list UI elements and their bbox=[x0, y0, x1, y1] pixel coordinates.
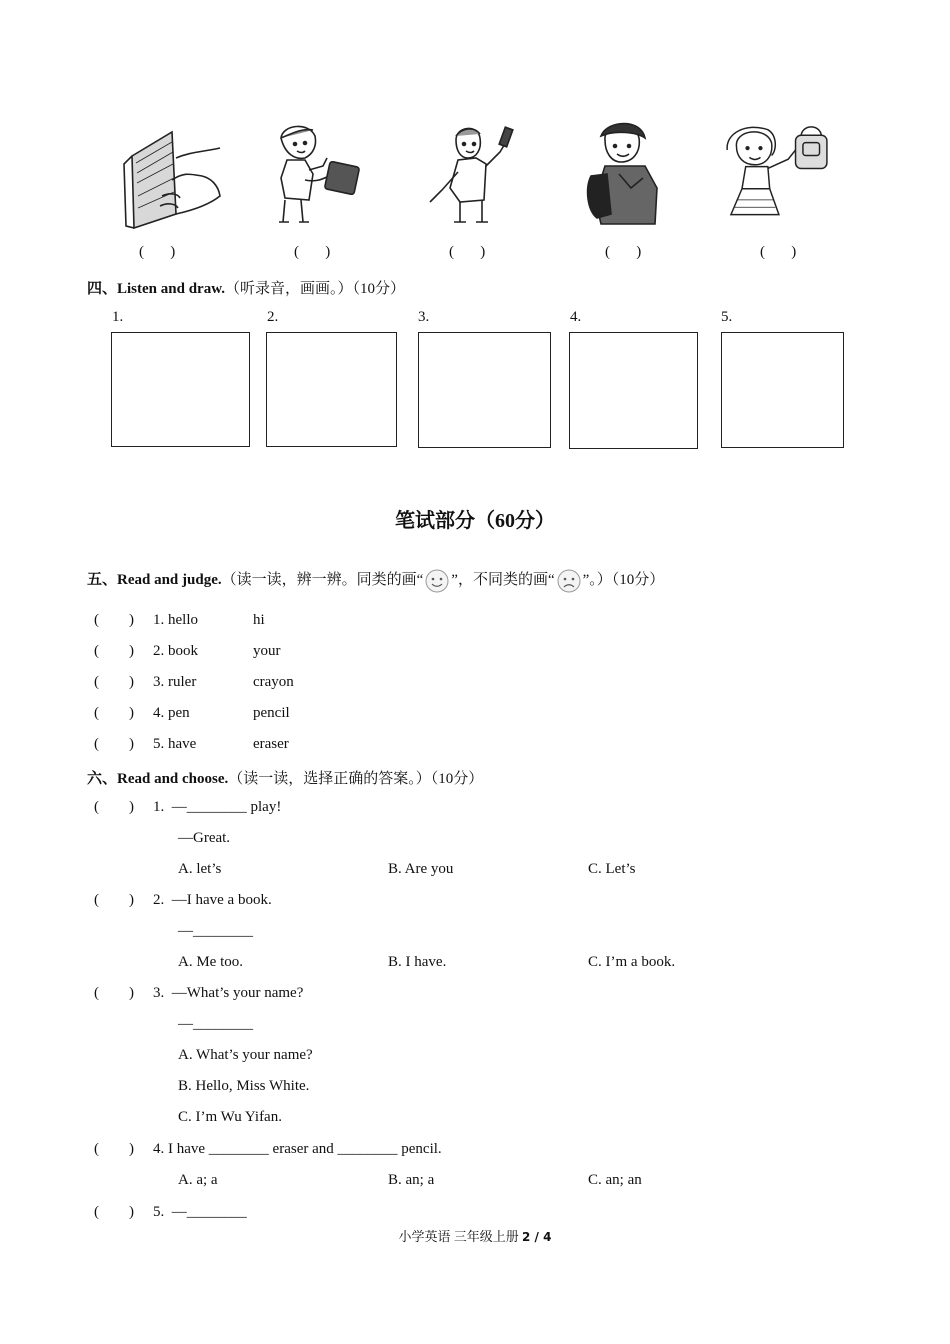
draw-box-4[interactable] bbox=[569, 332, 698, 449]
question-1-option-c: C. Let’s bbox=[588, 861, 636, 877]
draw-box-3[interactable] bbox=[418, 332, 551, 448]
judge-word-1b: hi bbox=[253, 612, 265, 628]
page-number: 2 / 4 bbox=[522, 1230, 552, 1244]
section-4-heading bbox=[87, 277, 405, 298]
judge-word-5b: eraser bbox=[253, 736, 289, 752]
page-footer bbox=[0, 1226, 950, 1245]
picture-book-in-hand bbox=[110, 118, 230, 230]
draw-box-number-1: 1. bbox=[112, 309, 124, 325]
picture-boy-with-crayon bbox=[420, 118, 540, 230]
question-4-option-c: C. an; an bbox=[588, 1172, 642, 1188]
section-6-title: 六、Read and choose. bbox=[87, 771, 229, 787]
section-5-instruction-c: ”。）（10分） bbox=[582, 572, 665, 588]
draw-box-number-3: 3. bbox=[418, 309, 430, 325]
choose-bracket-4[interactable]: ( ) bbox=[94, 1141, 134, 1157]
draw-box-5[interactable] bbox=[721, 332, 844, 448]
question-2-option-b: B. I have. bbox=[388, 954, 447, 970]
question-4-option-b: B. an; a bbox=[388, 1172, 435, 1188]
question-4-stem: 4. I have ________ eraser and ________ pencil. bbox=[153, 1141, 442, 1157]
judge-word-4a: 4. pen bbox=[153, 705, 190, 721]
draw-box-2[interactable] bbox=[266, 332, 397, 447]
choose-bracket-3[interactable]: ( ) bbox=[94, 985, 134, 1001]
answer-parenthesis-1[interactable]: ( ) bbox=[139, 244, 176, 260]
question-3-option-a: A. What’s your name? bbox=[178, 1047, 313, 1063]
section-6-instruction: （读一读，选择正确的答案。）（10分） bbox=[228, 771, 484, 787]
judge-bracket-5[interactable]: ( ) bbox=[94, 736, 134, 752]
judge-word-2b: your bbox=[253, 643, 281, 659]
answer-parenthesis-2[interactable]: ( ) bbox=[294, 244, 331, 260]
question-5-stem: 5. —________ bbox=[153, 1204, 247, 1220]
question-2-reply: —________ bbox=[178, 923, 253, 939]
section-4-title: 四、Listen and draw. bbox=[87, 281, 225, 297]
footer-label: 小学英语 三年级上册 bbox=[398, 1229, 519, 1244]
draw-box-number-4: 4. bbox=[570, 309, 582, 325]
question-4-option-a: A. a; a bbox=[178, 1172, 218, 1188]
picture-girl-with-bag bbox=[718, 118, 838, 230]
question-2-stem: 2. —I have a book. bbox=[153, 892, 272, 908]
section-5-heading bbox=[87, 566, 664, 594]
section-6-heading bbox=[87, 767, 483, 788]
section-5-instruction-b: ”，不同类的画“ bbox=[451, 572, 555, 588]
question-3-stem: 3. —What’s your name? bbox=[153, 985, 304, 1001]
picture-boy-with-schoolbag bbox=[575, 118, 695, 230]
judge-word-3a: 3. ruler bbox=[153, 674, 197, 690]
picture-boy-with-pencil-box bbox=[265, 118, 385, 230]
draw-box-number-5: 5. bbox=[721, 309, 733, 325]
judge-word-5a: 5. have bbox=[153, 736, 197, 752]
section-5-title: 五、Read and judge. bbox=[87, 572, 222, 588]
sad-face-icon bbox=[556, 568, 582, 594]
judge-word-2a: 2. book bbox=[153, 643, 198, 659]
question-3-option-c: C. I’m Wu Yifan. bbox=[178, 1109, 282, 1125]
draw-box-number-2: 2. bbox=[267, 309, 279, 325]
judge-bracket-4[interactable]: ( ) bbox=[94, 705, 134, 721]
answer-parenthesis-3[interactable]: ( ) bbox=[449, 244, 486, 260]
choose-bracket-1[interactable]: ( ) bbox=[94, 799, 134, 815]
question-3-reply: —________ bbox=[178, 1016, 253, 1032]
question-3-option-b: B. Hello, Miss White. bbox=[178, 1078, 310, 1094]
question-2-option-a: A. Me too. bbox=[178, 954, 243, 970]
question-2-option-c: C. I’m a book. bbox=[588, 954, 676, 970]
judge-word-4b: pencil bbox=[253, 705, 290, 721]
question-1-option-b: B. Are you bbox=[388, 861, 454, 877]
question-1-stem: 1. —________ play! bbox=[153, 799, 282, 815]
judge-bracket-2[interactable]: ( ) bbox=[94, 643, 134, 659]
judge-bracket-3[interactable]: ( ) bbox=[94, 674, 134, 690]
question-1-option-a: A. let’s bbox=[178, 861, 222, 877]
judge-word-1a: 1. hello bbox=[153, 612, 198, 628]
judge-bracket-1[interactable]: ( ) bbox=[94, 612, 134, 628]
choose-bracket-5[interactable]: ( ) bbox=[94, 1204, 134, 1220]
section-4-instruction: （听录音，画画。）（10分） bbox=[224, 281, 405, 297]
draw-box-1[interactable] bbox=[111, 332, 250, 447]
question-1-reply: —Great. bbox=[178, 830, 231, 846]
answer-parenthesis-4[interactable]: ( ) bbox=[605, 244, 642, 260]
written-part-title: 笔试部分（60分） bbox=[395, 510, 555, 532]
section-5-instruction-a: （读一读，辨一辨。同类的画“ bbox=[221, 572, 424, 588]
choose-bracket-2[interactable]: ( ) bbox=[94, 892, 134, 908]
judge-word-3b: crayon bbox=[253, 674, 294, 690]
answer-parenthesis-5[interactable]: ( ) bbox=[760, 244, 797, 260]
smiley-face-icon bbox=[424, 568, 450, 594]
